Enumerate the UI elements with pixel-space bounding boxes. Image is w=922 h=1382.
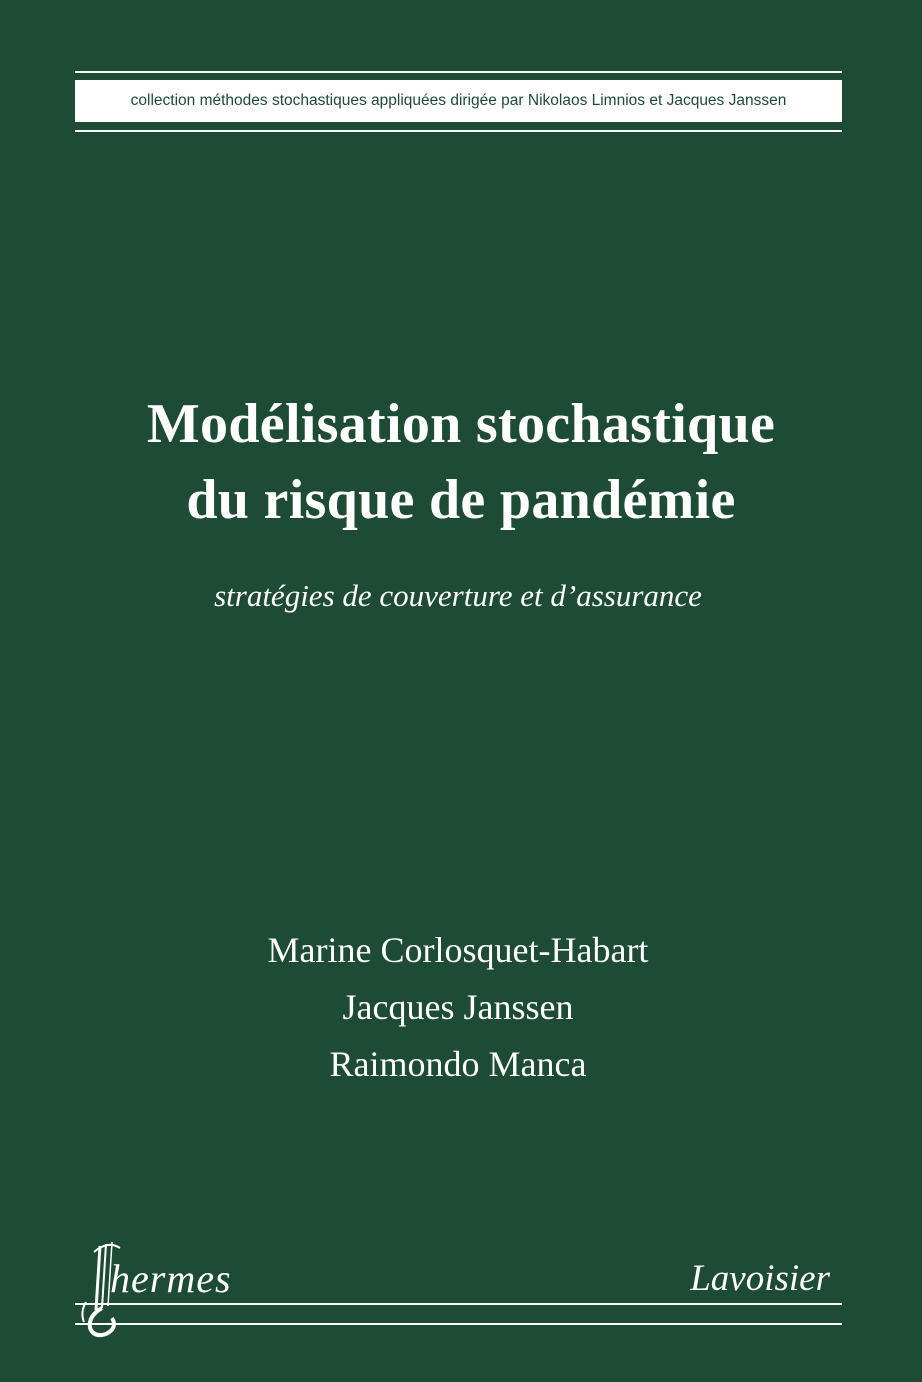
author-name: Marine Corlosquet-Habart <box>267 930 649 970</box>
hermes-wordmark: hermes <box>110 1256 232 1301</box>
author-name: Raimondo Manca <box>329 1044 587 1084</box>
publisher-name: Lavoisier <box>690 1258 830 1299</box>
collection-banner <box>75 80 842 122</box>
author-name: Jacques Janssen <box>342 987 574 1027</box>
author-list <box>0 922 916 1093</box>
title-line-2: du risque de pandémie <box>186 469 736 531</box>
book-title <box>0 386 922 538</box>
top-rule-lower <box>75 130 842 132</box>
bottom-rule-upper <box>75 1303 842 1305</box>
title-line-1: Modélisation stochastique <box>146 393 776 455</box>
bottom-rule-lower <box>75 1323 842 1325</box>
top-rule-upper <box>75 71 842 73</box>
collection-text: collection méthodes stochastiques appliquées dirigée par Nikolaos Limnios et Jacques Janssen <box>130 92 787 109</box>
book-subtitle: stratégies de couverture et d’assurance <box>214 578 702 613</box>
